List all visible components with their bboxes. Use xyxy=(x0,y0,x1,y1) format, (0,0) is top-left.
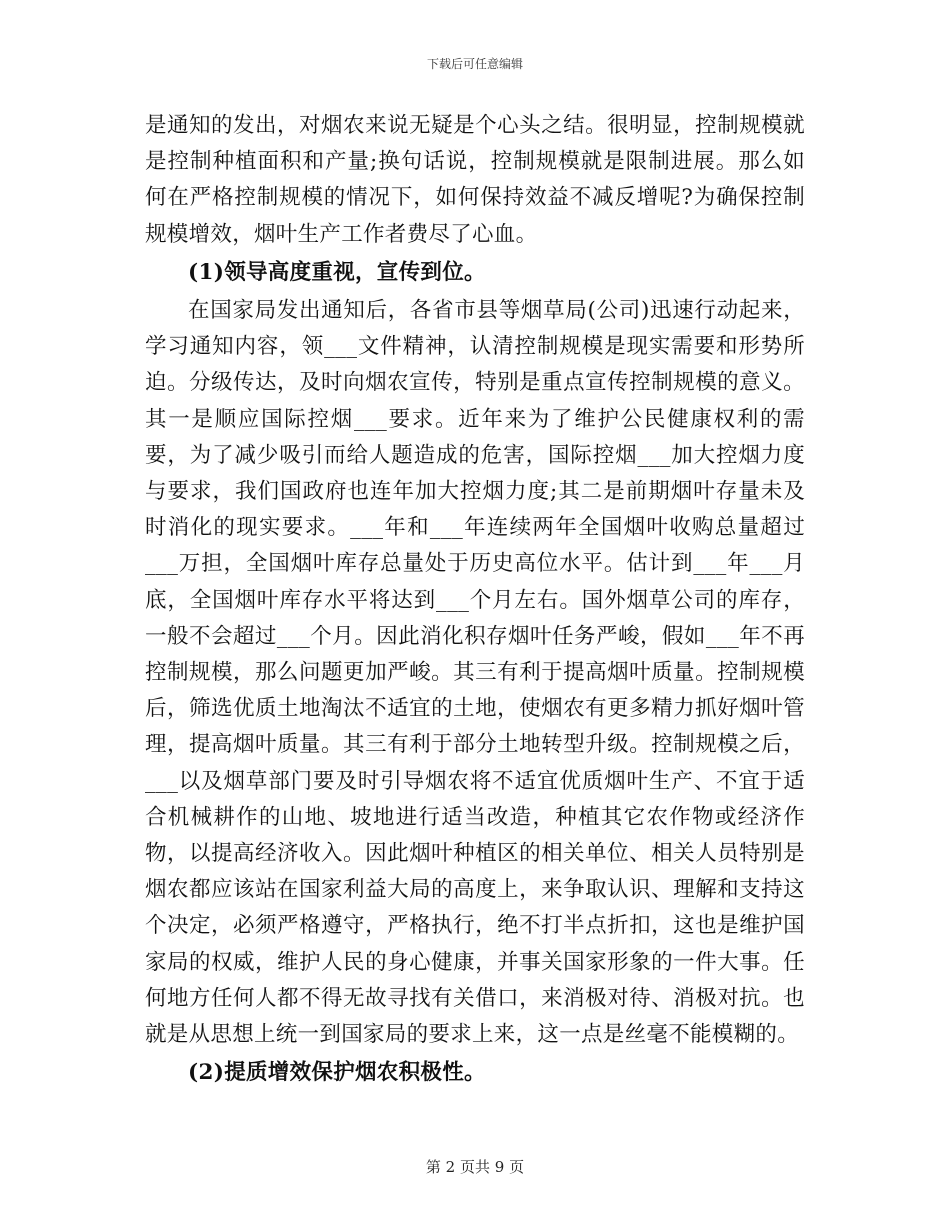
paragraph-continuation: 是通知的发出，对烟农来说无疑是个心头之结。很明显，控制规模就是控制种植面积和产量;换句话说，控制规模就是限制进展。那么如何在严格控制规模的情况下，如何保持效益不减反增呢?为确保控制规模增效，烟叶生产工作者费尽了心血。 xyxy=(145,113,805,247)
page-number-footer: 第 2 页共 9 页 xyxy=(425,1158,525,1176)
page-header: 下载后可任意编辑 xyxy=(426,57,523,71)
paragraph-main: 在国家局发出通知后，各省市县等烟草局(公司)迅速行动起来，学习通知内容，领___文件精神，认清控制规模是现实需要和形势所迫。分级传达，及时向烟农宣传，特别是重点宣传控制规模的意义。其一是顺应国际控烟___要求。近年来为了维护公民健康权利的需要，为了减少吸引而给人题造成的危害，国际控烟___加大控烟力度与要求，我们国政府也连年加大控烟力度;其二是前期烟叶存量未及时消化的现实要求。___年和___年连续两年全国烟叶收购总量超过___万担，全国烟叶库存总量处于历史高位水平。估计到___年___月底，全国烟叶库存水平将达到___个月左右。国外烟草公司的库存，一般不会超过___个月。因此消化积存烟叶任务严峻，假如___年不再控制规模，那么问题更加严峻。其三有利于提高烟叶质量。控制规模后，筛选优质土地淘汰不适宜的土地，使烟农有更多精力抓好烟叶管理，提高烟叶质量。其三有利于部分土地转型升级。控制规模之后，___以及烟草部门要及时引导烟农将不适宜优质烟叶生产、不宜于适合机械耕作的山地、坡地进行适当改造，种植其它农作物或经济作物，以提高经济收入。因此烟叶种植区的相关单位、相关人员特别是烟农都应该站在国家利益大局的高度上，来争取认识、理解和支持这个决定，必须严格遵守，严格执行，绝不打半点折扣，这也是维护国家局的权威，维护人民的身心健康，并事关国家形象的一件大事。任何地方任何人都不得无故寻找有关借口，来消极对待、消极对抗。也就是从思想上统一到国家局的要求上来，这一点是丝毫不能模糊的。 xyxy=(145,298,805,1048)
section-heading-1: (1)领导高度重视，宣传到位。 xyxy=(188,259,486,285)
section-heading-2: (2)提质增效保护烟农积极性。 xyxy=(188,1060,486,1086)
document-body xyxy=(145,108,805,1093)
